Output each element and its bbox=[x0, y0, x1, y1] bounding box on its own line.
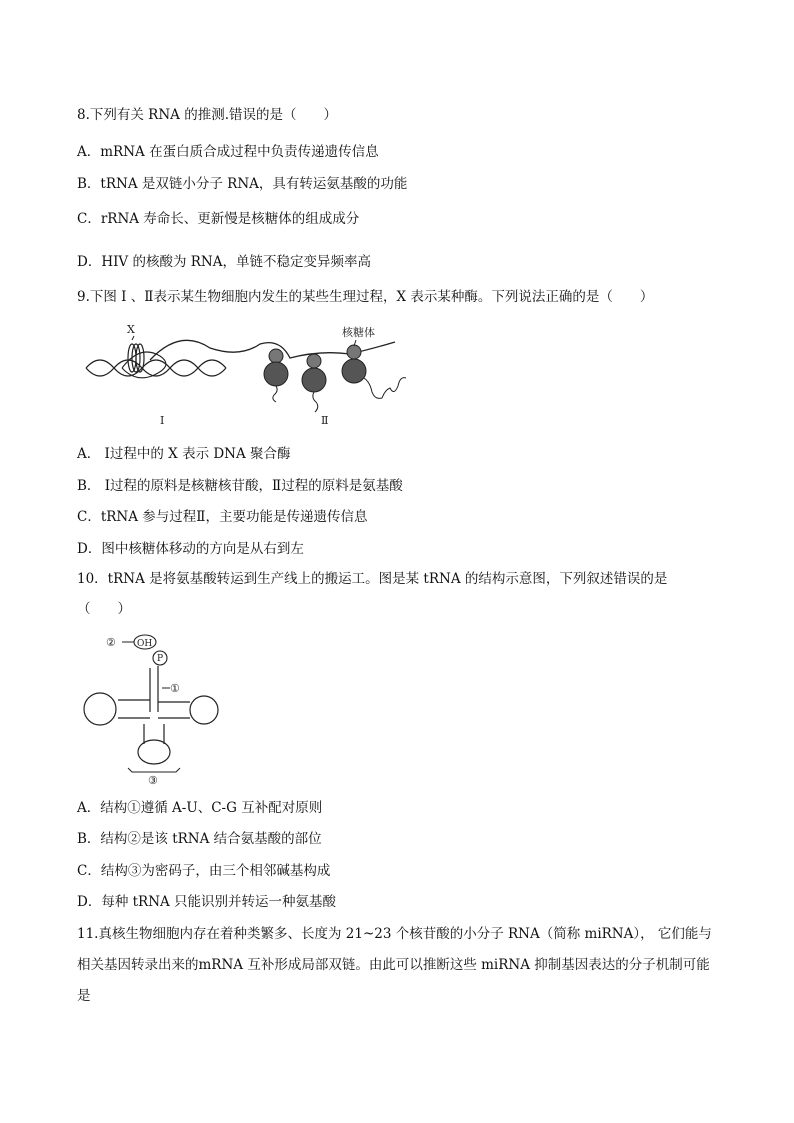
q8-option-a: A．mRNA 在蛋白质合成过程中负责传递遗传信息 bbox=[77, 144, 379, 160]
polypeptide-chains bbox=[273, 378, 406, 412]
q10-stem-cont: （ ） bbox=[77, 601, 131, 617]
q10-stem: 10．tRNA 是将氨基酸转运到生产线上的搬运工。图是某 tRNA 的结构示意图，下列叙述错误的是 bbox=[77, 571, 668, 587]
transcription-translation-figure bbox=[80, 318, 410, 433]
trna-structure-figure bbox=[78, 628, 223, 788]
label-structure-3: ③ bbox=[148, 774, 158, 787]
q10-option-b: B．结构②是该 tRNA 结合氨基酸的部位 bbox=[77, 831, 322, 847]
q8-option-c: C．rRNA 寿命长、更新慢是核糖体的组成成分 bbox=[77, 211, 360, 227]
q11-stem: 11.真核生物细胞内存在着种类繁多、长度为 21~23 个核苷酸的小分子 RNA（简称 miRNA）， 它们能与 bbox=[77, 926, 712, 942]
q11-stem-cont: 相关基因转录出来的mRNA 互补形成局部双链。由此可以推断这些 miRNA 抑制基因表达的分子机制可能 bbox=[77, 957, 710, 973]
label-p: P bbox=[157, 654, 164, 664]
q10-option-c: C．结构③为密码子，由三个相邻碱基构成 bbox=[77, 863, 331, 879]
q9-option-d: D．图中核糖体移动的方向是从右到左 bbox=[77, 541, 304, 557]
label-oh: OH bbox=[137, 639, 153, 649]
q11-stem-end: 是 bbox=[77, 988, 91, 1004]
q8-stem: 8.下列有关 RNA 的推测.错误的是（ ） bbox=[77, 107, 337, 123]
q8-option-b: B．tRNA 是双链小分子 RNA，具有转运氨基酸的功能 bbox=[77, 176, 408, 192]
label-ribosome: 核糖体 bbox=[342, 326, 375, 339]
q9-option-b: B． Ⅰ过程的原料是核糖核苷酸，Ⅱ过程的原料是氨基酸 bbox=[77, 478, 403, 494]
label-x: X bbox=[127, 323, 135, 336]
ribosome-icon bbox=[264, 345, 366, 392]
label-process-i: Ⅰ bbox=[160, 414, 165, 427]
q9-stem: 9.下图 Ⅰ 、Ⅱ表示某生物细胞内发生的某些生理过程，X 表示某种酶。下列说法正确的是（ ） bbox=[77, 289, 654, 305]
trna-cloverleaf bbox=[84, 666, 218, 764]
bracket-3 bbox=[128, 768, 180, 772]
label-process-ii: Ⅱ bbox=[321, 414, 329, 427]
label-structure-1: ① bbox=[170, 682, 180, 695]
label-structure-2: ② bbox=[106, 636, 116, 649]
q9-option-a: A． Ⅰ过程中的 X 表示 DNA 聚合酶 bbox=[77, 446, 291, 462]
q10-option-a: A．结构①遵循 A-U、C-G 互补配对原则 bbox=[77, 800, 323, 816]
q8-option-d: D．HIV 的核酸为 RNA，单链不稳定变异频率高 bbox=[77, 254, 371, 270]
q10-option-d: D．每种 tRNA 只能识别并转运一种氨基酸 bbox=[77, 894, 337, 910]
q9-option-c: C．tRNA 参与过程Ⅱ，主要功能是传递遗传信息 bbox=[77, 509, 368, 525]
